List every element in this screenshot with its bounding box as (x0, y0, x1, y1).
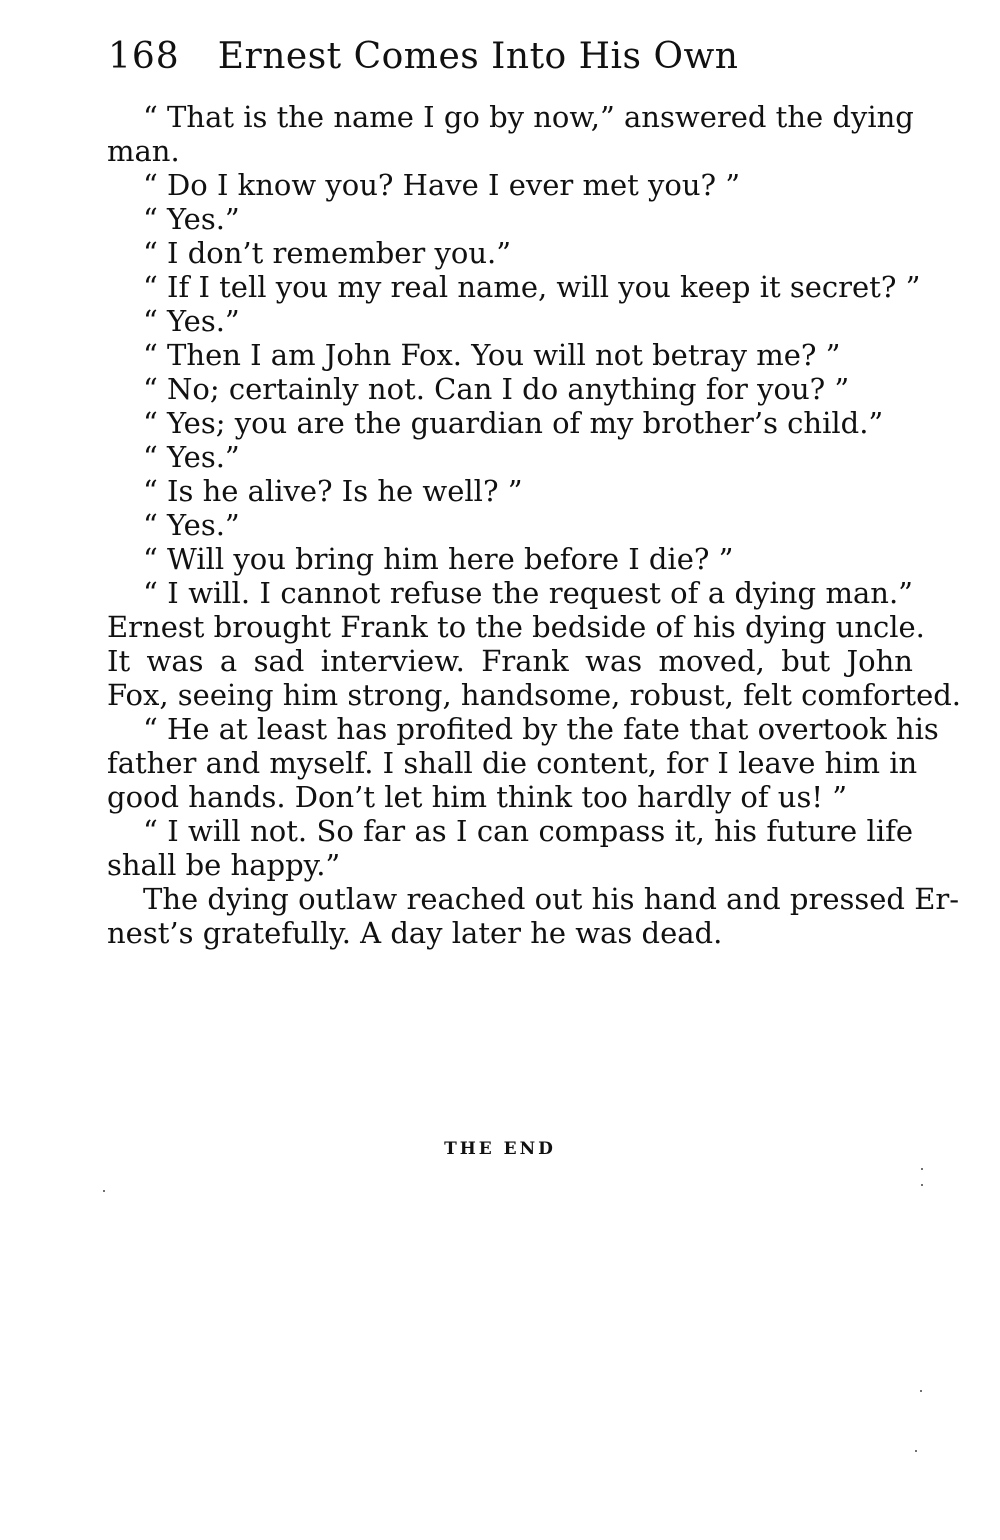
text-line: “ Is he alive? Is he well? ” (143, 474, 523, 508)
text-line: man. (107, 134, 180, 168)
text-line: “ I don’t remember you.” (143, 236, 512, 270)
text-line: “ No; certainly not. Can I do anything for you? ” (143, 372, 850, 406)
text-line: Fox, seeing him strong, handsome, robust, felt comforted. (107, 678, 962, 712)
text-line: “ Then I am John Fox. You will not betray me? ” (143, 338, 841, 372)
text-line: “ Yes.” (143, 440, 240, 474)
scan-speck (920, 1390, 922, 1392)
text-line: “ That is the name I go by now,” answered the dying (143, 100, 914, 134)
the-end-closing: THE END (444, 1139, 556, 1159)
text-line: “ I will. I cannot refuse the request of a dying man.” (143, 576, 913, 610)
scan-speck (921, 1184, 923, 1186)
text-line: “ Will you bring him here before I die? ” (143, 542, 734, 576)
text-line: good hands. Don’t let him think too hardly of us! ” (107, 780, 848, 814)
text-line: shall be happy.” (107, 848, 341, 882)
text-line: “ He at least has profited by the fate that overtook his (143, 712, 939, 746)
text-line: It was a sad interview. Frank was moved, but John (107, 644, 913, 678)
scan-speck (915, 1450, 917, 1452)
text-line: “ Yes.” (143, 304, 240, 338)
text-line: The dying outlaw reached out his hand and pressed Er- (143, 882, 960, 916)
text-line: Ernest brought Frank to the bedside of his dying uncle. (107, 610, 925, 644)
text-line: nest’s gratefully. A day later he was dead. (107, 916, 723, 950)
running-title: Ernest Comes Into His Own (217, 36, 739, 77)
text-line: “ Yes.” (143, 508, 240, 542)
text-line: “ Yes; you are the guardian of my brother’s child.” (143, 406, 884, 440)
running-header (108, 32, 808, 82)
text-line: “ Yes.” (143, 202, 240, 236)
scan-speck (921, 1168, 923, 1170)
text-line: father and myself. I shall die content, for I leave him in (107, 746, 918, 780)
text-line: “ I will not. So far as I can compass it, his future life (143, 814, 913, 848)
text-line: “ If I tell you my real name, will you keep it secret? ” (143, 270, 921, 304)
page-number: 168 (108, 36, 180, 77)
text-line: “ Do I know you? Have I ever met you? ” (143, 168, 741, 202)
scan-speck (103, 1190, 105, 1192)
